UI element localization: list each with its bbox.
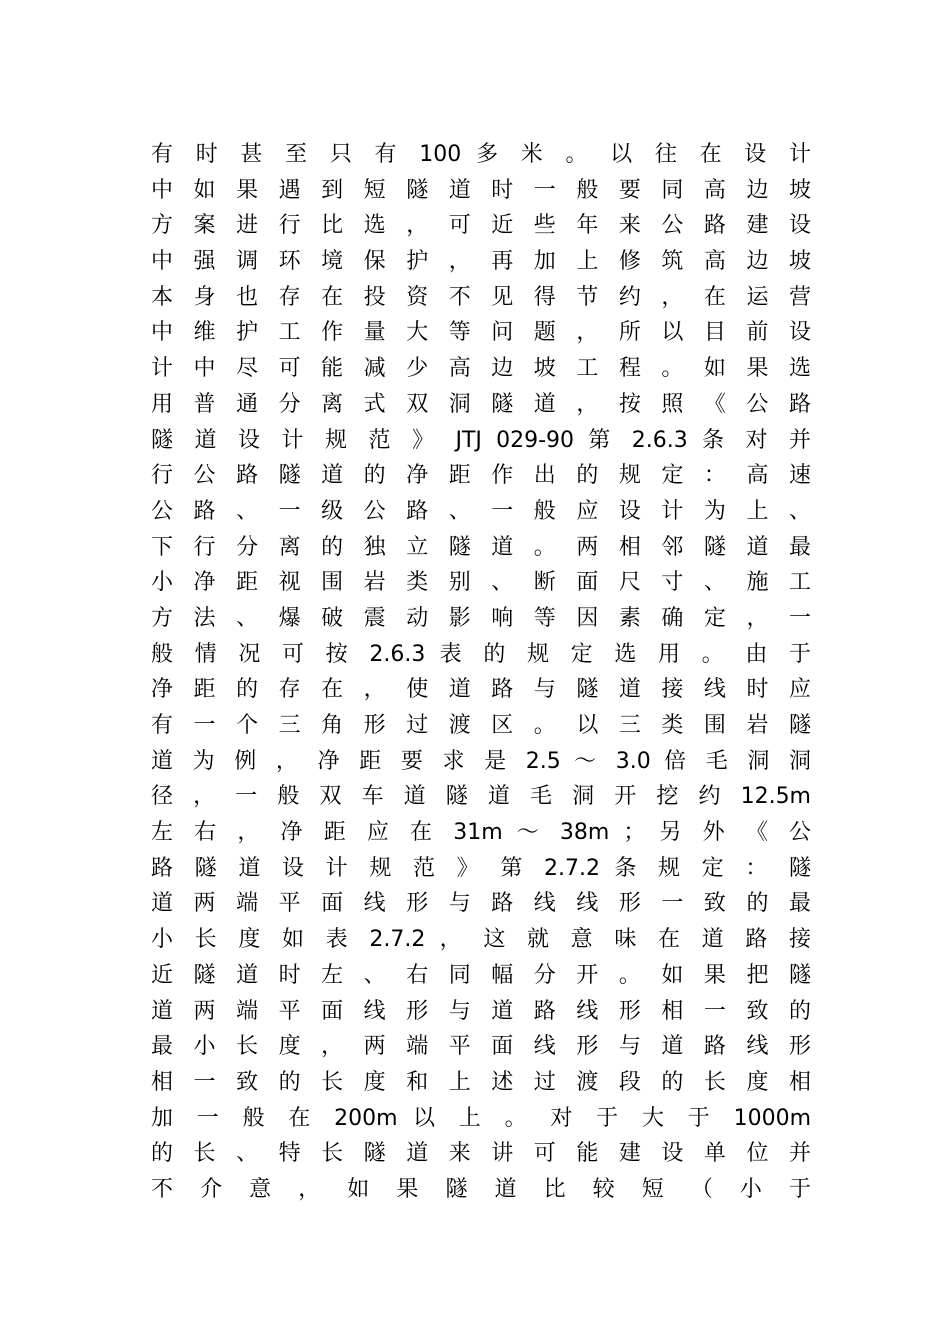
text-line: 路 隧 道 设 计 规 范 》 第 2.7.2 条 规 定 ： 隧: [151, 855, 811, 881]
text-line: 方 法 、 爆 破 震 动 影 响 等 因 素 确 定 ， 一: [151, 605, 811, 631]
text-line: 方 案 进 行 比 选 ， 可 近 些 年 来 公 路 建 设: [151, 213, 811, 239]
text-line: 行 公 路 隧 道 的 净 距 作 出 的 规 定 ： 高 速: [151, 463, 811, 489]
text-line: 道 为 例 ， 净 距 要 求 是 2.5 ～ 3.0 倍 毛 洞 洞: [151, 748, 811, 774]
text-line: 加 一 般 在 200m 以 上 。 对 于 大 于 1000m: [151, 1105, 811, 1131]
text-line: 道 两 端 平 面 线 形 与 路 线 线 形 一 致 的 最: [151, 891, 811, 917]
text-line: 有 时 甚 至 只 有 100 多 米 。 以 往 在 设 计: [151, 142, 811, 167]
text-line: 本 身 也 存 在 投 资 不 见 得 节 约 ， 在 运 营: [151, 284, 811, 310]
text-line: 隧 道 设 计 规 范 》 JTJ 029-90 第 2.6.3 条 对 并: [151, 427, 811, 453]
text-line: 计 中 尽 可 能 减 少 高 边 坡 工 程 。 如 果 选: [151, 356, 811, 382]
text-line: 左 右 ， 净 距 应 在 31m ～ 38m ； 另 外 《 公: [151, 820, 811, 846]
text-line: 近 隧 道 时 左 、 右 同 幅 分 开 。 如 果 把 隧: [151, 962, 811, 988]
text-line: 中 如 果 遇 到 短 隧 道 时 一 般 要 同 高 边 坡: [151, 177, 811, 203]
text-line: 般 情 况 可 按 2.6.3 表 的 规 定 选 用 。 由 于: [151, 641, 811, 667]
text-line: 最 小 长 度 ， 两 端 平 面 线 形 与 道 路 线 形: [151, 1034, 811, 1060]
body-text: [151, 137, 811, 1208]
text-line: 公 路 、 一 级 公 路 、 一 般 应 设 计 为 上 、: [151, 498, 811, 524]
text-line: 不 介 意 ， 如 果 隧 道 比 较 短 （ 小 于: [151, 1176, 811, 1202]
text-line: 中 维 护 工 作 量 大 等 问 题 ， 所 以 目 前 设: [151, 320, 811, 346]
text-line: 道 两 端 平 面 线 形 与 道 路 线 形 相 一 致 的: [151, 998, 811, 1024]
text-line: 下 行 分 离 的 独 立 隧 道 。 两 相 邻 隧 道 最: [151, 534, 811, 560]
text-line: 有 一 个 三 角 形 过 渡 区 。 以 三 类 围 岩 隧: [151, 713, 811, 738]
text-line: 相 一 致 的 长 度 和 上 述 过 渡 段 的 长 度 相: [151, 1069, 811, 1095]
text-line: 径 ， 一 般 双 车 道 隧 道 毛 洞 开 挖 约 12.5m: [151, 784, 811, 810]
text-line: 小 长 度 如 表 2.7.2 ， 这 就 意 味 在 道 路 接: [151, 927, 811, 953]
text-line: 用 普 通 分 离 式 双 洞 隧 道 ， 按 照 《 公 路: [151, 391, 811, 417]
text-line: 净 距 的 存 在 ， 使 道 路 与 隧 道 接 线 时 应: [151, 677, 811, 703]
text-line: 中 强 调 环 境 保 护 ， 再 加 上 修 筑 高 边 坡: [151, 249, 811, 275]
text-line: 小 净 距 视 围 岩 类 别 、 断 面 尺 寸 、 施 工: [151, 570, 811, 596]
text-line: 的 长 、 特 长 隧 道 来 讲 可 能 建 设 单 位 并: [151, 1141, 811, 1167]
